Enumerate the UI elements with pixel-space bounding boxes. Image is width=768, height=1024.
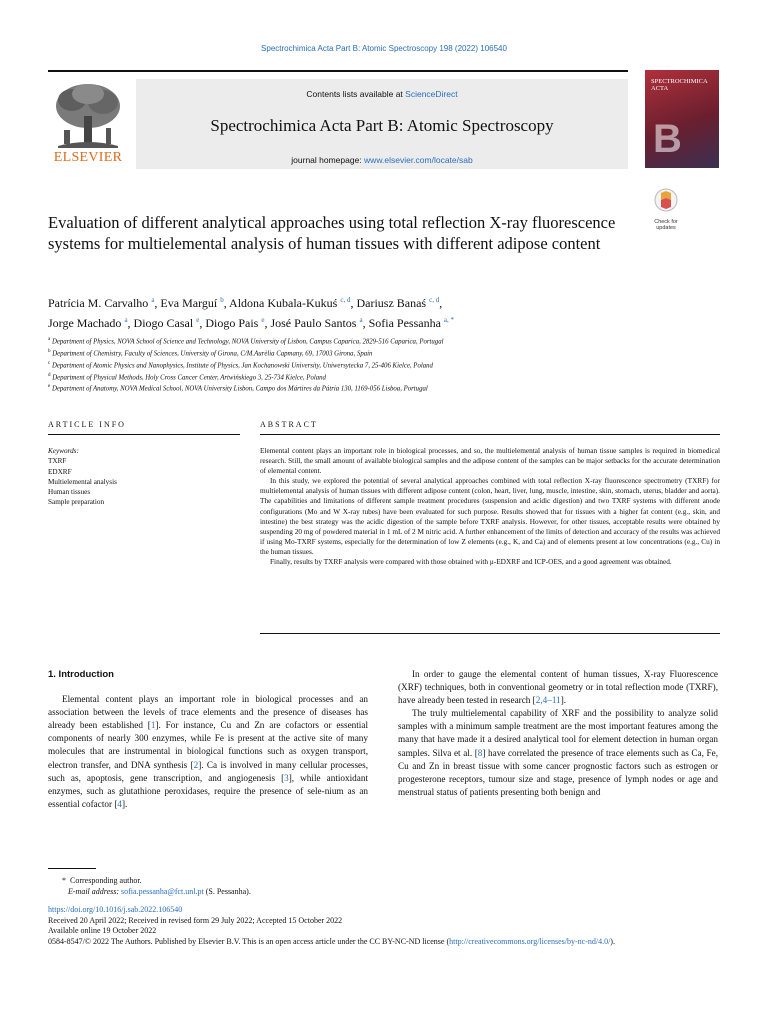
keywords-label: Keywords: [48, 447, 79, 455]
check-for-updates-badge[interactable] [647, 188, 685, 231]
email-suffix: (S. Pessanha). [205, 887, 251, 896]
email-note [48, 886, 720, 897]
corresponding-mark: * [62, 876, 66, 885]
publisher-wordmark: ELSEVIER [53, 150, 123, 165]
affiliation-key: a [48, 337, 51, 342]
corresponding-text: Corresponding author. [70, 876, 142, 885]
body-column-left [48, 668, 368, 811]
received-dates: Received 20 April 2022; Received in revised form 29 July 2022; Accepted 15 October 2022 [48, 915, 343, 925]
body-paragraph [398, 707, 718, 799]
citation-link[interactable]: 3 [284, 772, 289, 783]
body-text: The truly multielemental capability of XRF and the possibility to analyze solid samples with a minimum sample treatment are the most important features among the many that have made it a desired analytical tool for element detection in human organ samples. Silva et al. [ [398, 708, 718, 758]
affiliation-text: Department of Anatomy, NOVA Medical School, NOVA University Lisbon, Campo dos Mártires da Pátria 130, 1169-056 Lisboa, Portugal [51, 385, 428, 393]
affiliation-text: Department of Physics, NOVA School of Science and Technology, NOVA University of Lisbon, Campus Caparica, 2829-516 Caparica, Portugal [51, 338, 444, 346]
body-paragraph [48, 693, 368, 811]
corresponding-author-note [48, 875, 720, 886]
contents-prefix: Contents lists available at [306, 89, 406, 99]
keyword-item: Multielemental analysis [48, 477, 117, 486]
body-column-right [398, 668, 718, 799]
citation-link[interactable]: 2 [193, 759, 199, 770]
author-name: José Paulo Santos [270, 316, 357, 330]
footnotes [48, 868, 720, 947]
author-affiliation-mark[interactable]: a [359, 316, 363, 324]
body-text: ]. For instance, Cu and Zn are cofactors or essential components of nearly 300 enzymes, while Fe is present at the active site of many molecules that are instrumental in biological functions such as oxygen transport, electron transfer, and DNA synthesis [ [48, 720, 368, 770]
journal-citation: Spectrochimica Acta Part B: Atomic Spectroscopy 198 (2022) 106540 [261, 44, 507, 53]
body-text: Elemental content plays an important role in biological processes and an association between the levels of trace elements and the presence of diseases has already been established [ [48, 694, 368, 731]
abstract-paragraph: Elemental content plays an important role in biological processes, and so, the multielemental analysis of human tissue samples is required in biomedical research. Still, the small amount of available biological samples and the adipose content of the samples can be major setbacks for the accurate determination of elemental content. [260, 446, 720, 476]
body-text: ]. [121, 798, 128, 809]
affiliation-key: c [48, 360, 51, 366]
body-paragraph [398, 668, 718, 707]
publication-metadata [48, 905, 720, 947]
footnote-rule [48, 868, 96, 869]
journal-header-box [136, 79, 628, 169]
email-label: E-mail address: [68, 887, 120, 896]
abstract-label: ABSTRACT [260, 420, 318, 429]
section-heading-introduction: 1. Introduction [48, 669, 114, 680]
author-affiliation-mark[interactable]: b [220, 296, 224, 304]
email-link[interactable]: sofia.pessanha@fct.unl.pt [121, 887, 204, 896]
doi-link[interactable]: https://doi.org/10.1016/j.sab.2022.106540 [48, 905, 183, 914]
affiliation-item [48, 382, 720, 394]
abstract-text [260, 446, 720, 567]
body-text: ]. [560, 695, 567, 706]
affiliation-text: Department of Atomic Physics and Nanophysics, Institute of Physics, Jan Kochanowski University, Uniwersytecka 7, 25-406 Kielce, Poland [51, 361, 433, 369]
article-title: Evaluation of different analytical approaches using total reflection X-ray fluorescence systems for multielemental analysis of human tissues with different adipose content [48, 213, 616, 253]
keyword-item: Human tissues [48, 488, 91, 497]
keyword-item: TXRF [48, 457, 67, 466]
author-affiliation-mark[interactable]: c, d [340, 296, 351, 304]
affiliation-item [48, 347, 720, 359]
author-affiliation-mark[interactable]: e [261, 316, 265, 324]
affiliation-key: e [48, 384, 51, 390]
author-name: Jorge Machado [48, 316, 122, 330]
body-text: In order to gauge the elemental content of human tissues, X-ray Fluorescence (XRF) techniques, both in conventional geometry or in total reflection mode (TXRF), have already been tested in research [ [398, 669, 718, 706]
author-affiliation-mark[interactable]: a [124, 316, 128, 324]
journal-header [48, 70, 628, 168]
body-text: ], while antioxidant enzymes, such as glutathione peroxidases, require the presence of sele-nium as an essential cofactor [ [48, 772, 368, 809]
affiliation-key: d [48, 372, 51, 378]
citation-link[interactable]: 1 [150, 720, 156, 731]
affiliation-key: b [48, 348, 51, 354]
journal-homepage-link[interactable]: www.elsevier.com/locate/sab [364, 155, 473, 165]
abstract-bottom-rule [260, 633, 720, 634]
cover-title: SPECTROCHIMICA ACTA [651, 78, 708, 92]
keyword-item: Sample preparation [48, 498, 105, 507]
author-affiliation-mark[interactable]: a [151, 296, 155, 304]
citation-link[interactable]: 8 [477, 747, 483, 758]
citation-link[interactable]: 2,4–11 [535, 695, 561, 706]
copyright-line [48, 937, 720, 948]
author-list: Patrícia M. Carvalho $^a$, Eva Marguí $^b$, Aldona Kubala-Kukuś $^{c, d}$, Dariusz Banaś $^{c, d}$, Jorge Machado $^a$, Diogo Casal $^e$, Diogo Pais $^e$, José Paulo Santos $^a$, Sofia Pessanha $^{a, *}$ [48, 296, 455, 330]
body-text: ] have correlated the presence of trace elements such as Ca, Fe, Cu and Zn in breast tissue with some cancer prognostic factors such as estrogen or progesterone receptors, tumour size and stage, presence of lymph nodes or age and menstrual status of patients presenting both benign and [398, 747, 719, 797]
abstract-rule [260, 434, 720, 435]
author-affiliation-mark[interactable]: a, * [443, 316, 455, 324]
citation-link[interactable]: 4 [117, 798, 122, 809]
author-name: Aldona Kubala-Kukuś [229, 296, 338, 310]
crossmark-text-1: Check for [654, 219, 678, 225]
author-name: Diogo Casal [133, 316, 194, 330]
affiliation-item [48, 335, 720, 347]
affiliation-item [48, 359, 720, 371]
copyright-text: 0584-8547/© 2022 The Authors. Published by Elsevier B.V. This is an open access article under the CC BY-NC-ND license ( [48, 936, 450, 946]
article-info-label: ARTICLE INFO [48, 420, 126, 429]
journal-cover-thumbnail[interactable] [645, 70, 719, 168]
homepage-prefix: journal homepage: [291, 155, 365, 165]
affiliation-text: Department of Chemistry, Faculty of Sciences, University of Girona, C/M.Aurèlia Capmany, 69, 17003 Girona, Spain [52, 350, 373, 358]
author-name: Patrícia M. Carvalho [48, 296, 149, 310]
license-link[interactable]: http://creativecommons.org/licenses/by-nc-nd/4.0/ [449, 936, 611, 946]
author-name: Diogo Pais [205, 316, 259, 330]
article-info-rule [48, 434, 240, 435]
body-text: ]. Ca is involved in many cellular processes, such as, apoptosis, gene transcription, and angiogenesis [ [48, 759, 368, 783]
author-name: Dariusz Banaś [356, 296, 427, 310]
available-online: Available online 19 October 2022 [48, 926, 157, 935]
author-name: Eva Marguí [160, 296, 218, 310]
keyword-item: EDXRF [48, 467, 72, 476]
crossmark-icon [654, 188, 678, 212]
author-affiliation-mark[interactable]: e [196, 316, 200, 324]
affiliation-list [48, 335, 720, 394]
cover-letter: B [653, 117, 682, 161]
keywords-block [48, 446, 238, 508]
affiliation-item [48, 371, 720, 383]
copyright-end: ). [610, 936, 615, 946]
journal-name: Spectrochimica Acta Part B: Atomic Spectroscopy [210, 116, 554, 135]
homepage-line [136, 155, 628, 165]
author-affiliation-mark[interactable]: c, d [429, 296, 440, 304]
author-name: Sofia Pessanha [368, 316, 441, 330]
affiliation-text: Department of Physical Methods, Holy Cross Cancer Center, Artwińskiego 3, 25-734 Kielce, Poland [52, 373, 326, 381]
crossmark-text-2: updates [656, 225, 676, 231]
abstract-paragraph: Finally, results by TXRF analysis were compared with those obtained with μ-EDXRF and ICP-OES, and a good agreement was obtained. [270, 557, 672, 567]
abstract-paragraph: In this study, we explored the potential of several analytical approaches combined with total reflection X-ray fluorescence spectrometry (TXRF) for multielemental analysis of human tissues with different adipose content (colon, heart, liver, lung, muscle, intestine, skin, stomach, uterus, bladder and aorta). The capabilities and limitations of different sample treatment procedures (suspension and acidic digestion) and two TXRF systems with different anode configurations (Mo and W X-ray tubes) have been evaluated for such purpose. Results showed that for tissues with a higher fat content (e.g., skin, and intestine) the best strategy was the acidic digestion of the sample before TXRF analysis. However, for other tissues, acceptable results were obtained by suspending 20 mg of powdered material in 1 mL of 2 M nitric acid. A further enhancement of the limits of detection and accuracy of the results was achieved if using Mo-TXRF systems, especially for the determination of low Z elements (e.g., K, and Ca) and of elements present at low concentrations (e.g., Cu) in the human tissues. [260, 476, 720, 556]
sciencedirect-link[interactable]: ScienceDirect [405, 89, 458, 99]
contents-line [136, 89, 628, 99]
